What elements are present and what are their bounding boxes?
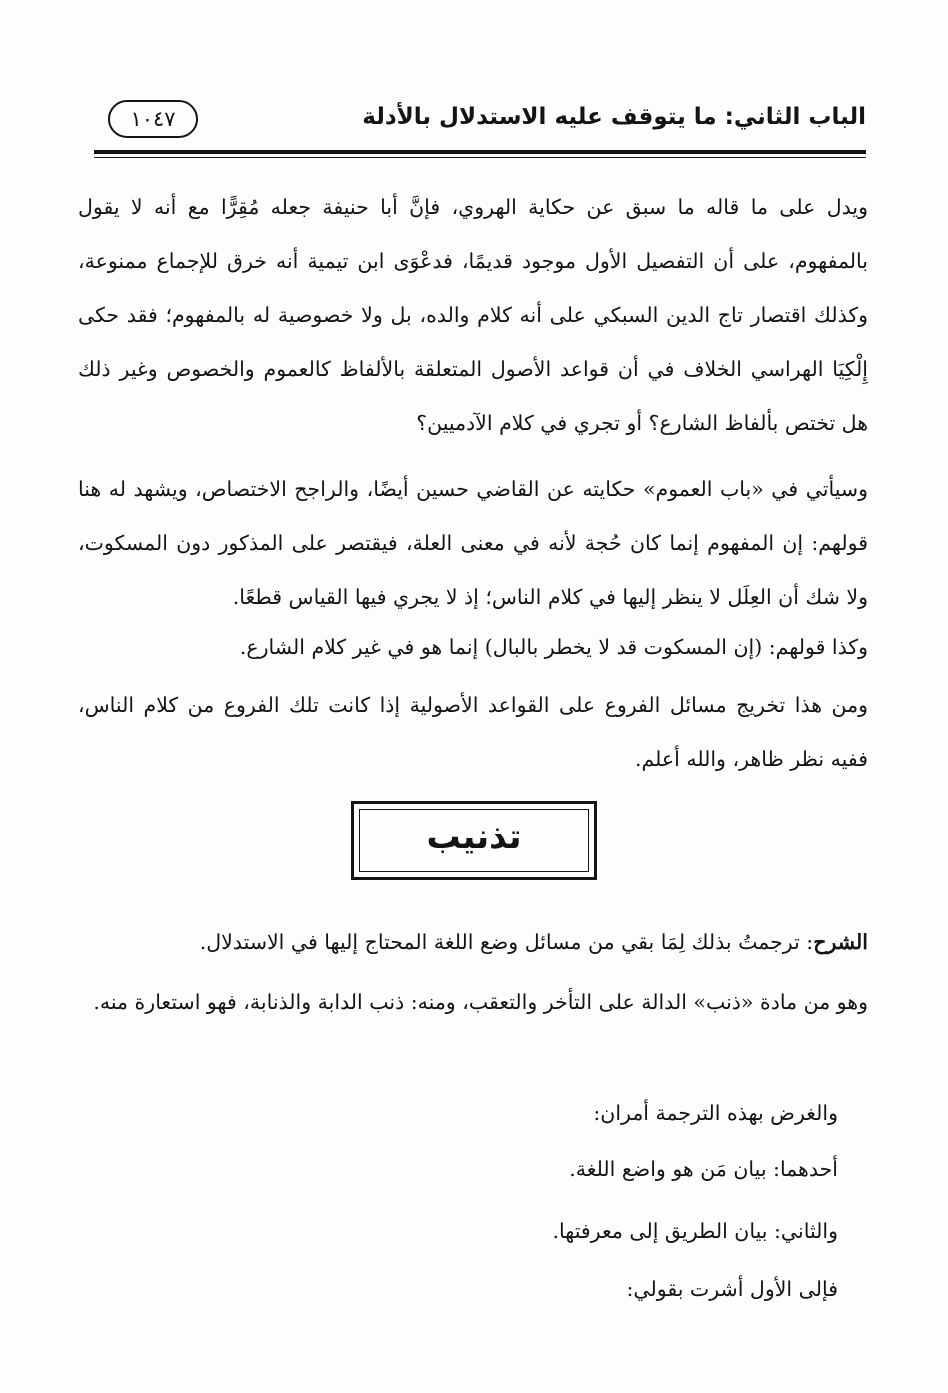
paragraph-4: ومن هذا تخريج مسائل الفروع على القواعد الأصولية إذا كانت تلك الفروع من كلام الناس، ففيه نظر ظاهر، والله أعلم. xyxy=(78,693,868,771)
running-title: الباب الثاني: ما يتوقف عليه الاستدلال بالأدلة xyxy=(362,104,866,130)
commentary-text: : ترجمتُ بذلك لِمَا بقي من مسائل وضع اللغة المحتاج إليها في الاستدلال. xyxy=(199,930,814,954)
section-heading: تذنيب xyxy=(426,817,522,857)
commentary-paragraph xyxy=(78,915,868,969)
paragraph-6: وهو من مادة «ذنب» الدالة على التأخر والتعقب، ومنه: ذنب الدابة والذنابة، فهو استعارة منه. xyxy=(93,990,868,1014)
page-header xyxy=(94,98,866,150)
line-8: أحدهما: بيان مَن هو واضع اللغة. xyxy=(569,1157,838,1181)
paragraph-3: وكذا قولهم: (إن المسكوت قد لا يخطر بالبال) إنما هو في غير كلام الشارع. xyxy=(239,635,868,659)
section-heading-box xyxy=(351,801,597,880)
page-number: ١٠٤٧ xyxy=(108,100,198,138)
paragraph-2: وسيأتي في «باب العموم» حكايته عن القاضي حسين أيضًا، والراجح الاختصاص، ويشهد له هنا قولهم: إن المفهوم إنما كان حُجة لأنه في معنى العلة، فيقتصر على المذكور دون المسكوت، ولا شك أن العِلَل لا ينظر إليها في كلام الناس؛ إذ لا يجري فيها القياس قطعًا. xyxy=(78,477,868,609)
line-9: والثاني: بيان الطريق إلى معرفتها. xyxy=(552,1219,838,1243)
paragraph-1: ويدل على ما قاله ما سبق عن حكاية الهروي، فإنَّ أبا حنيفة جعله مُقِرًّا مع أنه لا يقول بالمفهوم، على أن التفصيل الأول موجود قديمًا، فدعْوَى ابن تيمية أنه خرق للإجماع ممنوعة، وكذلك اقتصار تاج الدين السبكي على أنه كلام والده، بل ولا خصوصية له بالمفهوم؛ فقد حكى إِلْكِيَا الهراسي الخلاف في أن قواعد الأصول المتعلقة بالألفاظ كالعموم والخصوص وغير ذلك هل تختص بألفاظ الشارع؟ أو تجري في كلام الآدميين؟ xyxy=(78,195,868,435)
header-rule-thick xyxy=(94,150,866,154)
commentary-label: الشرح xyxy=(813,930,868,954)
header-rule-thin xyxy=(94,157,866,158)
line-10: فإلى الأول أشرت بقولي: xyxy=(626,1277,838,1301)
line-7: والغرض بهذه الترجمة أمران: xyxy=(593,1101,838,1125)
